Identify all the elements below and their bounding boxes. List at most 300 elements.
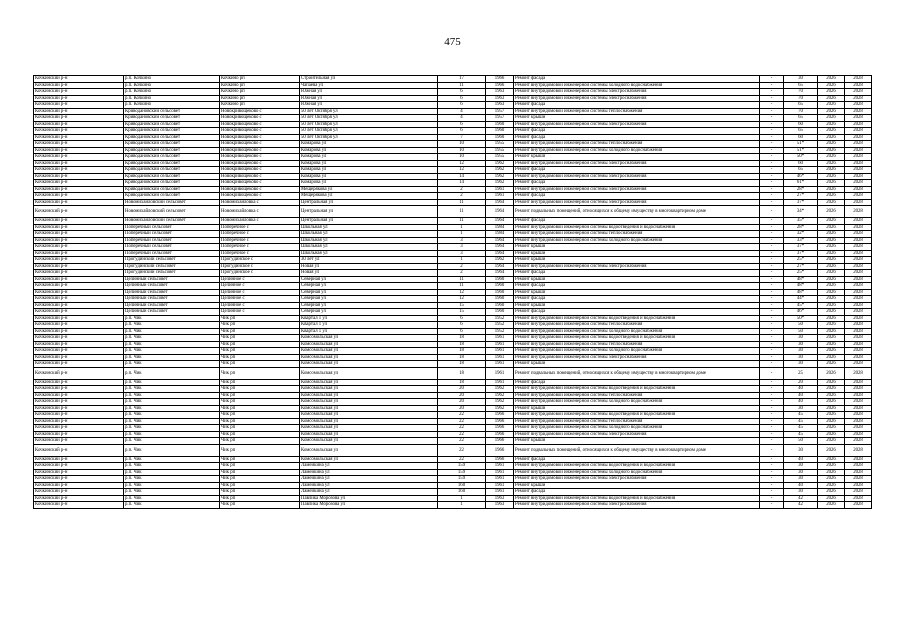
district-cell: Кочкинский р-н xyxy=(34,502,124,509)
district-cell: Кочкинский р-н xyxy=(34,392,124,399)
dash-cell: - xyxy=(760,224,784,231)
street-cell: Комсомольская ул xyxy=(300,405,438,412)
street-cell: Центральная ул xyxy=(300,218,438,225)
house-number-cell: 2 xyxy=(438,193,486,200)
street-cell: Комсомольская ул xyxy=(300,456,438,463)
house-number-cell: 11 xyxy=(438,82,486,89)
street-cell: Комсомольская ул xyxy=(300,348,438,355)
dash-cell: - xyxy=(760,302,784,309)
year-built-cell: 1964 xyxy=(486,270,514,277)
district-cell: Кочкинский р-н xyxy=(34,224,124,231)
value-cell: 33* xyxy=(784,237,818,244)
settlement-cell: Чик рп xyxy=(220,405,300,412)
end-year-cell: 2028 xyxy=(845,399,872,406)
start-year-cell: 2026 xyxy=(818,276,845,283)
value-cell: 40 xyxy=(784,392,818,399)
settlement-cell: Чик рп xyxy=(220,386,300,393)
municipality-cell: р.п. Кочкино xyxy=(124,76,220,83)
year-built-cell: 1962 xyxy=(486,399,514,406)
year-built-cell: 1963 xyxy=(486,102,514,109)
house-number-cell: 11 xyxy=(438,218,486,225)
dash-cell: - xyxy=(760,276,784,283)
work-type-cell: Ремонт внутридомовой инженерной системы электроснабжения xyxy=(514,354,760,361)
district-cell: Кочкинский р-н xyxy=(34,76,124,83)
house-number-cell: 1 xyxy=(438,502,486,509)
value-cell: 30 xyxy=(784,341,818,348)
district-cell: Кочкинский р-н xyxy=(34,476,124,483)
house-number-cell: 10 xyxy=(438,147,486,154)
dash-cell: - xyxy=(760,102,784,109)
district-cell: Кочкинский р-н xyxy=(34,173,124,180)
house-number-cell: 12 xyxy=(438,289,486,296)
municipality-cell: Целинный сельсовет xyxy=(124,309,220,316)
value-cell: 28* xyxy=(784,224,818,231)
settlement-cell: Чик рп xyxy=(220,431,300,438)
settlement-cell: Кочкино рп xyxy=(220,76,300,83)
district-cell: Кочкинский р-н xyxy=(34,328,124,335)
dash-cell: - xyxy=(760,354,784,361)
value-cell: 60 xyxy=(784,160,818,167)
street-cell: Ламейкина ул xyxy=(300,489,438,496)
value-cell: 60 xyxy=(784,121,818,128)
work-type-cell: Ремонт фасада xyxy=(514,283,760,290)
dash-cell: - xyxy=(760,95,784,102)
settlement-cell: Чик рп xyxy=(220,367,300,379)
district-cell: Кочкинский р-н xyxy=(34,141,124,148)
year-built-cell: 1962 xyxy=(486,386,514,393)
register-table-body xyxy=(34,76,872,509)
municipality-cell: р.п. Кочкино xyxy=(124,102,220,109)
work-type-cell: Ремонт подвальных помещений, относящихся к общему имуществу в многоквартирном доме xyxy=(514,444,760,456)
start-year-cell: 2026 xyxy=(818,115,845,122)
end-year-cell: 2028 xyxy=(845,263,872,270)
start-year-cell: 2026 xyxy=(818,89,845,96)
municipality-cell: Прогудинский сельсовет xyxy=(124,270,220,277)
settlement-cell: Поперечное с xyxy=(220,231,300,238)
settlement-cell: Чик рп xyxy=(220,322,300,329)
end-year-cell: 2028 xyxy=(845,231,872,238)
start-year-cell: 2026 xyxy=(818,322,845,329)
end-year-cell: 2028 xyxy=(845,367,872,379)
dash-cell: - xyxy=(760,108,784,115)
street-cell: Новая ул xyxy=(300,270,438,277)
work-type-cell: Ремонт внутридомовой инженерной системы электроснабжения xyxy=(514,263,760,270)
district-cell: Кочкинский р-н xyxy=(34,115,124,122)
dash-cell: - xyxy=(760,361,784,368)
house-number-cell: 18 xyxy=(438,379,486,386)
end-year-cell: 2028 xyxy=(845,237,872,244)
district-cell: Кочкинский р-н xyxy=(34,134,124,141)
settlement-cell: Новокривощеково с xyxy=(220,128,300,135)
municipality-cell: р.п. Чик xyxy=(124,354,220,361)
start-year-cell: 2026 xyxy=(818,224,845,231)
house-number-cell: 159 xyxy=(438,476,486,483)
house-number-cell: 10 xyxy=(438,154,486,161)
start-year-cell: 2026 xyxy=(818,386,845,393)
value-cell: 65 xyxy=(784,102,818,109)
house-number-cell: 18 xyxy=(438,367,486,379)
work-type-cell: Ремонт фасада xyxy=(514,218,760,225)
dash-cell: - xyxy=(760,386,784,393)
street-cell: Ламейкина ул xyxy=(300,463,438,470)
page-number: 475 xyxy=(444,36,461,48)
end-year-cell: 2028 xyxy=(845,309,872,316)
work-type-cell: Ремонт фасада xyxy=(514,128,760,135)
end-year-cell: 2028 xyxy=(845,431,872,438)
dash-cell: - xyxy=(760,489,784,496)
municipality-cell: Криводановский сельсовет xyxy=(124,167,220,174)
value-cell: 34* xyxy=(784,206,818,218)
end-year-cell: 2028 xyxy=(845,193,872,200)
year-built-cell: 1961 xyxy=(486,341,514,348)
municipality-cell: р.п. Чик xyxy=(124,322,220,329)
dash-cell: - xyxy=(760,193,784,200)
end-year-cell: 2028 xyxy=(845,348,872,355)
end-year-cell: 2028 xyxy=(845,154,872,161)
house-number-cell: 15 xyxy=(438,309,486,316)
dash-cell: - xyxy=(760,270,784,277)
municipality-cell: р.п. Чик xyxy=(124,476,220,483)
street-cell: 50 лет Октября ул xyxy=(300,121,438,128)
dash-cell: - xyxy=(760,495,784,502)
settlement-cell: Целинное с xyxy=(220,276,300,283)
district-cell: Кочкинский р-н xyxy=(34,82,124,89)
settlement-cell: Чик рп xyxy=(220,495,300,502)
house-number-cell: 2 xyxy=(438,263,486,270)
dash-cell: - xyxy=(760,309,784,316)
start-year-cell: 2026 xyxy=(818,425,845,432)
year-built-cell: 1966 xyxy=(486,82,514,89)
district-cell: Кочкинский р-н xyxy=(34,199,124,206)
municipality-cell: Криводановский сельсовет xyxy=(124,160,220,167)
settlement-cell: Целинное с xyxy=(220,283,300,290)
district-cell: Кочкинский р-н xyxy=(34,335,124,342)
value-cell: 42 xyxy=(784,495,818,502)
end-year-cell: 2028 xyxy=(845,502,872,509)
year-built-cell: 1961 xyxy=(486,193,514,200)
work-type-cell: Ремонт фасада xyxy=(514,134,760,141)
district-cell: Кочкинский р-н xyxy=(34,206,124,218)
value-cell: 27* xyxy=(784,193,818,200)
year-built-cell: 1960 xyxy=(486,302,514,309)
work-type-cell: Ремонт внутридомовой инженерной системы холодного водоснабжения xyxy=(514,82,760,89)
work-type-cell: Ремонт подвальных помещений, относящихся к общему имуществу в многоквартирном доме xyxy=(514,206,760,218)
work-type-cell: Ремонт подвальных помещений, относящихся к общему имуществу в многоквартирном доме xyxy=(514,367,760,379)
end-year-cell: 2028 xyxy=(845,244,872,251)
house-number-cell: 6 xyxy=(438,89,486,96)
settlement-cell: Новокривощеково с xyxy=(220,134,300,141)
work-type-cell: Ремонт внутридомовой инженерной системы водоотведения и водоснабжения xyxy=(514,315,760,322)
end-year-cell: 2028 xyxy=(845,283,872,290)
work-type-cell: Ремонт крыши xyxy=(514,289,760,296)
table-row xyxy=(34,367,872,379)
house-number-cell: 12 xyxy=(438,167,486,174)
street-cell: Школьная ул xyxy=(300,244,438,251)
year-built-cell: 1962 xyxy=(486,392,514,399)
end-year-cell: 2028 xyxy=(845,167,872,174)
start-year-cell: 2026 xyxy=(818,95,845,102)
district-cell: Кочкинский р-н xyxy=(34,469,124,476)
end-year-cell: 2028 xyxy=(845,82,872,89)
settlement-cell: Прогудинское с xyxy=(220,257,300,264)
end-year-cell: 2028 xyxy=(845,206,872,218)
end-year-cell: 2028 xyxy=(845,89,872,96)
end-year-cell: 2028 xyxy=(845,392,872,399)
year-built-cell: 1960 xyxy=(486,289,514,296)
street-cell: Комсомольская ул xyxy=(300,386,438,393)
house-number-cell: 18 xyxy=(438,341,486,348)
end-year-cell: 2028 xyxy=(845,270,872,277)
street-cell: 30 лет ул xyxy=(300,257,438,264)
district-cell: Кочкинский р-н xyxy=(34,418,124,425)
capital-repair-register-table xyxy=(33,75,872,509)
value-cell: 35* xyxy=(784,218,818,225)
work-type-cell: Ремонт внутридомовой инженерной системы водоотведения и водоснабжения xyxy=(514,412,760,419)
work-type-cell: Ремонт внутридомовой инженерной системы холодного водоснабжения xyxy=(514,237,760,244)
street-cell: Комарова ул xyxy=(300,160,438,167)
settlement-cell: Чик рп xyxy=(220,444,300,456)
district-cell: Кочкинский р-н xyxy=(34,361,124,368)
value-cell: 40 xyxy=(784,399,818,406)
street-cell: Центральная ул xyxy=(300,206,438,218)
district-cell: Кочкинский р-н xyxy=(34,231,124,238)
municipality-cell: Поперечный сельсовет xyxy=(124,231,220,238)
end-year-cell: 2028 xyxy=(845,463,872,470)
dash-cell: - xyxy=(760,463,784,470)
municipality-cell: Поперечный сельсовет xyxy=(124,237,220,244)
end-year-cell: 2028 xyxy=(845,354,872,361)
house-number-cell: 12 xyxy=(438,160,486,167)
district-cell: Кочкинский р-н xyxy=(34,121,124,128)
settlement-cell: Чик рп xyxy=(220,438,300,445)
work-type-cell: Ремонт внутридомовой инженерной системы холодного водоснабжения xyxy=(514,147,760,154)
settlement-cell: Новокривощеково с xyxy=(220,180,300,187)
dash-cell: - xyxy=(760,206,784,218)
year-built-cell: 1961 xyxy=(486,482,514,489)
house-number-cell: 6 xyxy=(438,315,486,322)
dash-cell: - xyxy=(760,199,784,206)
house-number-cell: 7 xyxy=(438,134,486,141)
year-built-cell: 1960 xyxy=(486,128,514,135)
municipality-cell: р.п. Чик xyxy=(124,425,220,432)
end-year-cell: 2028 xyxy=(845,425,872,432)
municipality-cell: р.п. Кочкино xyxy=(124,82,220,89)
work-type-cell: Ремонт крыши xyxy=(514,154,760,161)
district-cell: Кочкинский р-н xyxy=(34,283,124,290)
start-year-cell: 2026 xyxy=(818,270,845,277)
settlement-cell: Кочкино рп xyxy=(220,102,300,109)
municipality-cell: р.п. Чик xyxy=(124,348,220,355)
dash-cell: - xyxy=(760,315,784,322)
house-number-cell: 20 xyxy=(438,386,486,393)
settlement-cell: Чик рп xyxy=(220,379,300,386)
start-year-cell: 2026 xyxy=(818,147,845,154)
settlement-cell: Чик рп xyxy=(220,476,300,483)
end-year-cell: 2028 xyxy=(845,173,872,180)
house-number-cell: 10 xyxy=(438,141,486,148)
municipality-cell: Новомихайловский сельсовет xyxy=(124,199,220,206)
settlement-cell: Новокривощеково с xyxy=(220,108,300,115)
dash-cell: - xyxy=(760,425,784,432)
settlement-cell: Чик рп xyxy=(220,361,300,368)
house-number-cell: 22 xyxy=(438,431,486,438)
end-year-cell: 2028 xyxy=(845,160,872,167)
street-cell: Павлика Морозова ул xyxy=(300,502,438,509)
end-year-cell: 2028 xyxy=(845,186,872,193)
end-year-cell: 2028 xyxy=(845,489,872,496)
settlement-cell: Целинное с xyxy=(220,302,300,309)
work-type-cell: Ремонт внутридомовой инженерной системы электроснабжения xyxy=(514,431,760,438)
municipality-cell: Поперечный сельсовет xyxy=(124,244,220,251)
municipality-cell: р.п. Чик xyxy=(124,502,220,509)
year-built-cell: 1966 xyxy=(486,418,514,425)
year-built-cell: 1964 xyxy=(486,244,514,251)
end-year-cell: 2028 xyxy=(845,322,872,329)
dash-cell: - xyxy=(760,438,784,445)
district-cell: Кочкинский р-н xyxy=(34,444,124,456)
value-cell: 45* xyxy=(784,302,818,309)
start-year-cell: 2026 xyxy=(818,341,845,348)
street-cell: 50 лет Октября ул xyxy=(300,128,438,135)
dash-cell: - xyxy=(760,231,784,238)
settlement-cell: Чик рп xyxy=(220,489,300,496)
end-year-cell: 2028 xyxy=(845,405,872,412)
value-cell: 30 xyxy=(784,476,818,483)
value-cell: 37* xyxy=(784,199,818,206)
municipality-cell: Поперечный сельсовет xyxy=(124,224,220,231)
value-cell: 30 xyxy=(784,405,818,412)
house-number-cell: 159 xyxy=(438,469,486,476)
street-cell: 50 лет Октября ул xyxy=(300,115,438,122)
municipality-cell: Целинный сельсовет xyxy=(124,289,220,296)
work-type-cell: Ремонт фасада xyxy=(514,379,760,386)
district-cell: Кочкинский р-н xyxy=(34,456,124,463)
district-cell: Кочкинский р-н xyxy=(34,405,124,412)
start-year-cell: 2026 xyxy=(818,263,845,270)
start-year-cell: 2026 xyxy=(818,160,845,167)
district-cell: Кочкинский р-н xyxy=(34,218,124,225)
start-year-cell: 2026 xyxy=(818,463,845,470)
year-built-cell: 1952 xyxy=(486,315,514,322)
value-cell: 27* xyxy=(784,263,818,270)
end-year-cell: 2028 xyxy=(845,224,872,231)
street-cell: Комсомольская ул xyxy=(300,418,438,425)
work-type-cell: Ремонт внутридомовой инженерной системы электроснабжения xyxy=(514,502,760,509)
year-built-cell: 1962 xyxy=(486,173,514,180)
start-year-cell: 2026 xyxy=(818,438,845,445)
work-type-cell: Ремонт внутридомовой инженерной системы водоотведения и водоснабжения xyxy=(514,463,760,470)
municipality-cell: р.п. Чик xyxy=(124,328,220,335)
value-cell: 20 xyxy=(784,379,818,386)
dash-cell: - xyxy=(760,250,784,257)
settlement-cell: Целинное с xyxy=(220,289,300,296)
house-number-cell: 20 xyxy=(438,399,486,406)
dash-cell: - xyxy=(760,444,784,456)
work-type-cell: Ремонт фасада xyxy=(514,180,760,187)
start-year-cell: 2026 xyxy=(818,476,845,483)
municipality-cell: р.п. Кочкино xyxy=(124,89,220,96)
district-cell: Кочкинский р-н xyxy=(34,495,124,502)
end-year-cell: 2028 xyxy=(845,76,872,83)
municipality-cell: Криводановский сельсовет xyxy=(124,154,220,161)
end-year-cell: 2028 xyxy=(845,469,872,476)
dash-cell: - xyxy=(760,128,784,135)
value-cell: 65 xyxy=(784,128,818,135)
district-cell: Кочкинский р-н xyxy=(34,367,124,379)
work-type-cell: Ремонт внутридомовой инженерной системы теплоснабжения xyxy=(514,418,760,425)
dash-cell: - xyxy=(760,186,784,193)
settlement-cell: Поперечное с xyxy=(220,237,300,244)
year-built-cell: 1960 xyxy=(486,296,514,303)
value-cell: 50 xyxy=(784,438,818,445)
value-cell: 25* xyxy=(784,270,818,277)
year-built-cell: 1966 xyxy=(486,425,514,432)
end-year-cell: 2028 xyxy=(845,386,872,393)
dash-cell: - xyxy=(760,283,784,290)
dash-cell: - xyxy=(760,482,784,489)
value-cell: 30 xyxy=(784,76,818,83)
district-cell: Кочкинский р-н xyxy=(34,425,124,432)
house-number-cell: 18 xyxy=(438,335,486,342)
dash-cell: - xyxy=(760,367,784,379)
district-cell: Кочкинский р-н xyxy=(34,463,124,470)
value-cell: 48* xyxy=(784,276,818,283)
work-type-cell: Ремонт крыши xyxy=(514,361,760,368)
settlement-cell: Чик рп xyxy=(220,425,300,432)
district-cell: Кочкинский р-н xyxy=(34,250,124,257)
start-year-cell: 2026 xyxy=(818,361,845,368)
table-row xyxy=(34,502,872,509)
start-year-cell: 2026 xyxy=(818,76,845,83)
municipality-cell: Целинный сельсовет xyxy=(124,276,220,283)
value-cell: 60 xyxy=(784,134,818,141)
end-year-cell: 2028 xyxy=(845,476,872,483)
settlement-cell: Новокривощеково с xyxy=(220,186,300,193)
settlement-cell: Чик рп xyxy=(220,463,300,470)
year-built-cell: 1966 xyxy=(486,456,514,463)
end-year-cell: 2028 xyxy=(845,379,872,386)
settlement-cell: Чик рп xyxy=(220,335,300,342)
street-cell: Северная ул xyxy=(300,289,438,296)
street-cell: Комарова ул xyxy=(300,180,438,187)
value-cell: 45 xyxy=(784,418,818,425)
house-number-cell: 2 xyxy=(438,270,486,277)
house-number-cell: 22 xyxy=(438,412,486,419)
municipality-cell: Целинный сельсовет xyxy=(124,296,220,303)
district-cell: Кочкинский р-н xyxy=(34,154,124,161)
district-cell: Кочкинский р-н xyxy=(34,193,124,200)
value-cell: 51* xyxy=(784,141,818,148)
settlement-cell: Новокривощеково с xyxy=(220,141,300,148)
start-year-cell: 2026 xyxy=(818,283,845,290)
street-cell: Южная ул xyxy=(300,95,438,102)
year-built-cell: 1966 xyxy=(486,412,514,419)
value-cell: 48* xyxy=(784,283,818,290)
district-cell: Кочкинский р-н xyxy=(34,237,124,244)
value-cell: 50 xyxy=(784,328,818,335)
municipality-cell: Целинный сельсовет xyxy=(124,302,220,309)
house-number-cell: 20 xyxy=(438,392,486,399)
value-cell: 37* xyxy=(784,244,818,251)
settlement-cell: Поперечное с xyxy=(220,250,300,257)
value-cell: 37* xyxy=(784,250,818,257)
start-year-cell: 2026 xyxy=(818,469,845,476)
street-cell: Комарова ул xyxy=(300,173,438,180)
end-year-cell: 2028 xyxy=(845,341,872,348)
dash-cell: - xyxy=(760,289,784,296)
settlement-cell: Чик рп xyxy=(220,348,300,355)
work-type-cell: Ремонт крыши xyxy=(514,302,760,309)
